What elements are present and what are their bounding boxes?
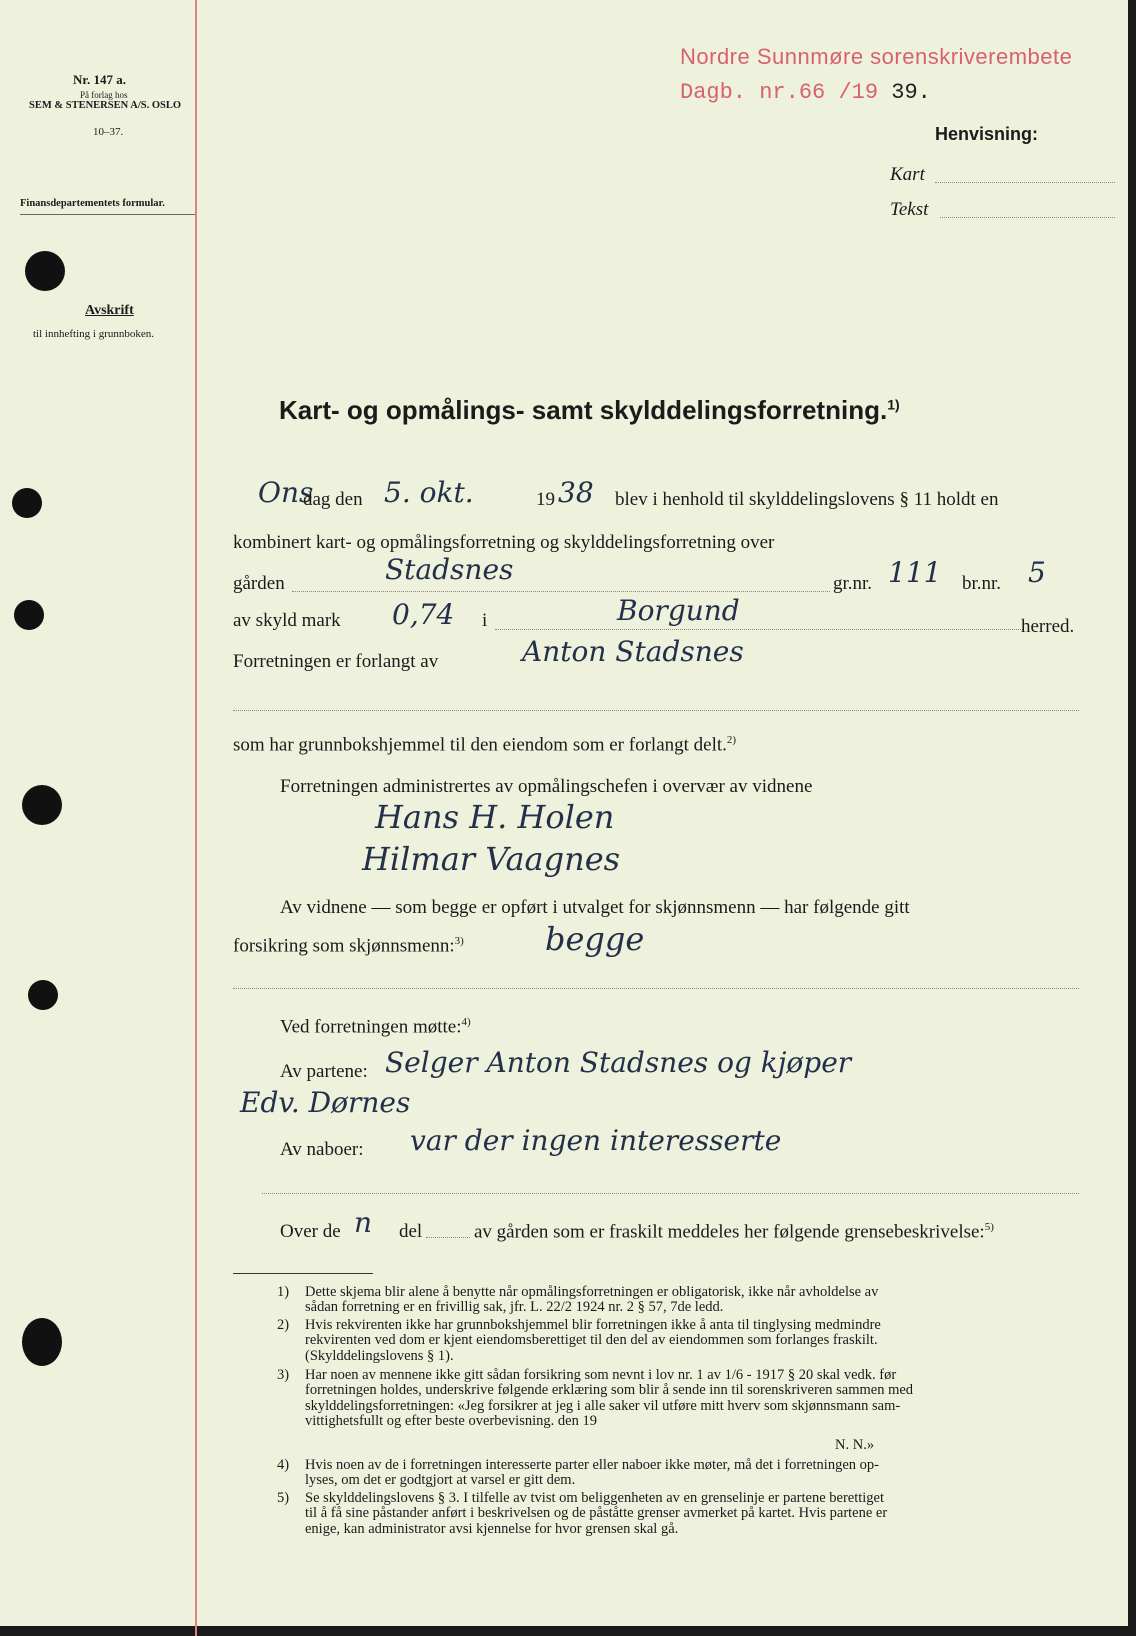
vidnene-text: Av vidnene — som begge er opført i utvalget for skjønnsmenn — har følgende gitt [280,897,910,918]
grnr-label: gr.nr. [833,573,873,594]
diary-number: 66 [798,80,826,105]
footnote-number: 5) [277,1490,290,1506]
date-handwritten: 5. okt. [384,476,474,509]
hjemmel-note: 2) [726,734,737,746]
footnote-line: vittighetsfullt og efter beste overbevisning. den 19 [305,1412,597,1429]
over-del: del [399,1221,423,1242]
punch-hole [25,251,65,291]
formular-label: Finansdepartementets formular. [20,198,165,209]
motte-text [280,1016,471,1038]
avskrift-subtitle: til innhefting i grunnboken. [33,328,154,340]
title-text: Kart- og opmålings- samt skylddelingsforretning. [279,395,888,425]
year-prefix: 19 [536,489,555,510]
herred-label: herred. [1021,616,1075,637]
naboer-handwritten: var der ingen interesserte [410,1124,782,1157]
kart-line [935,182,1115,183]
over-prefix: Over de [280,1221,341,1242]
blank-line [262,1193,1079,1194]
footnote-line: Dette skjema blir alene å benytte når opmålingsforretningen er obligatorisk, ikke når avholdelse av [305,1284,879,1300]
over-text [474,1221,994,1243]
over-blank [426,1237,470,1238]
skyld-label: av skyld mark [233,610,341,631]
publisher-name: SEM & STENERSEN A/S. OSLO [29,100,182,111]
footnote-4 [277,1458,879,1489]
footnote-divider [233,1273,373,1274]
margin-line [195,0,197,1636]
footnote-1 [277,1285,878,1316]
punch-hole [14,600,44,630]
herred-name-handwritten: Borgund [617,594,740,627]
year-handwritten: 38 [558,476,594,509]
forsikring-label: forsikring som skjønnsmenn: [233,935,455,957]
forlangt-name-handwritten: Anton Stadsnes [522,635,744,668]
punch-hole [22,1318,62,1366]
kart-label: Kart [890,164,925,185]
hjemmel-sentence: som har grunnbokshjemmel til den eiendom som er forlangt delt. [233,734,727,756]
diary-year-prefix: /19 [838,80,879,105]
brnr-label: br.nr. [962,573,1002,594]
over-handwritten: n [354,1206,373,1239]
i-label: i [482,610,488,631]
naboer-label: Av naboer: [280,1139,364,1160]
footnote-line: Hvis rekvirenten ikke har grunnbokshjemmel blir forretningen ikke å anta til tinglysing medmindre [305,1317,881,1333]
over-sentence: av gården som er fraskilt meddeles her følgende grensebeskrivelse: [474,1221,985,1243]
garden-line [292,591,830,592]
footnote-line: Har noen av mennene ikke gitt sådan forsikring som nevnt i lov nr. 1 av 1/6 - 1917 § 20 skal vedk. før [305,1367,897,1383]
avskrift-title: Avskrift [85,303,134,318]
farm-name-handwritten: Stadsnes [385,553,514,586]
document-title [279,395,900,426]
diary-stamp [680,80,931,105]
weekday-handwritten: Ons [258,476,314,509]
herred-line [495,629,1023,630]
motte-label: Ved forretningen møtte: [280,1016,462,1038]
partene-line2-handwritten: Edv. Dørnes [240,1086,411,1119]
footnote-line: Se skylddelingslovens § 3. I tilfelle av tvist om beliggenheten av en grenselinje er partene berettiget [305,1490,885,1506]
footnote-number: 1) [277,1284,290,1300]
blank-line [233,988,1079,989]
henvisning-label: Henvisning: [935,124,1039,144]
diary-prefix: Dagb. nr. [680,80,799,105]
title-note: 1) [887,396,900,413]
administrert-text: Forretningen administrertes av opmålingschefen i overvær av vidnene [280,776,813,797]
divider [20,214,195,215]
skyld-value-handwritten: 0,74 [392,598,455,631]
grnr-handwritten: 111 [888,556,942,589]
footnote-number: 3) [277,1367,290,1383]
line2-text: kombinert kart- og opmålingsforretning og skylddelingsforretning over [233,532,775,553]
office-stamp: Nordre Sunnmøre sorenskriverembete [680,44,1073,69]
footnote-line: forretningen holdes, underskrive følgende erklæring som blir å sende inn til sorenskriveren sammen med [305,1382,914,1399]
tekst-label: Tekst [890,199,929,220]
footnote-line: sådan forretning er en frivillig sak, jfr. L. 22/2 1924 nr. 2 § 57, 7de ledd. [305,1299,724,1316]
footnote-number: 2) [277,1317,290,1333]
footnote-5 [277,1491,887,1537]
footnote-line: Hvis noen av de i forretningen interesserte parter eller naboer ikke møter, må det i forretningen op- [305,1457,879,1473]
footnote-line: (Skylddelingslovens § 1). [305,1347,454,1364]
footnote-signature: N. N.» [835,1437,875,1453]
form-date: 10–37. [93,126,124,138]
footnote-line: rekvirenten ved dom er kjent eiendomsberettiget til den del av eiendommen som forlanges fraskilt. [305,1332,878,1349]
line1-text: blev i henhold til skylddelingslovens § 11 holdt en [615,489,999,510]
over-note: 5) [984,1221,994,1233]
footnote-line: lyses, om det er godtgjort at varsel er gitt dem. [305,1472,576,1489]
garden-label: gården [233,573,285,594]
punch-hole [28,980,58,1010]
forsikring-text [233,935,464,957]
partene-label: Av partene: [280,1061,368,1082]
hjemmel-text [233,734,736,756]
forlangt-label: Forretningen er forlangt av [233,651,439,672]
brnr-handwritten: 5 [1028,556,1046,589]
publisher-line: På forlag hos [80,90,128,100]
partene-line1-handwritten: Selger Anton Stadsnes og kjøper [385,1046,852,1079]
forsikring-handwritten: begge [545,920,645,958]
forsikring-note: 3) [454,935,464,947]
punch-hole [22,785,62,825]
tekst-line [940,217,1115,218]
footnote-line: skylddelingsforretningen: «Jeg forsikrer at jeg i alle saker vil utføre mitt hverv som skjønnsmann sam- [305,1397,901,1414]
motte-note: 4) [461,1016,471,1028]
footnote-3 [277,1368,913,1429]
footnote-2 [277,1318,881,1364]
footnote-line: enige, kan administrator avsi kjennelse for hvor grensen skal gå. [305,1520,679,1537]
dag-den-label: dag den [303,489,363,510]
witness-2-handwritten: Hilmar Vaagnes [362,840,621,878]
blank-line [233,710,1079,711]
punch-hole [12,488,42,518]
form-number: Nr. 147 a. [73,72,126,87]
diary-year: 39. [891,80,931,105]
footnote-number: 4) [277,1457,290,1473]
witness-1-handwritten: Hans H. Holen [375,798,615,836]
footnote-line: til å få sine påstander anført i beskrivelsen og de påståtte grenser avmerket på kartet. Hvis partene er [305,1505,888,1522]
